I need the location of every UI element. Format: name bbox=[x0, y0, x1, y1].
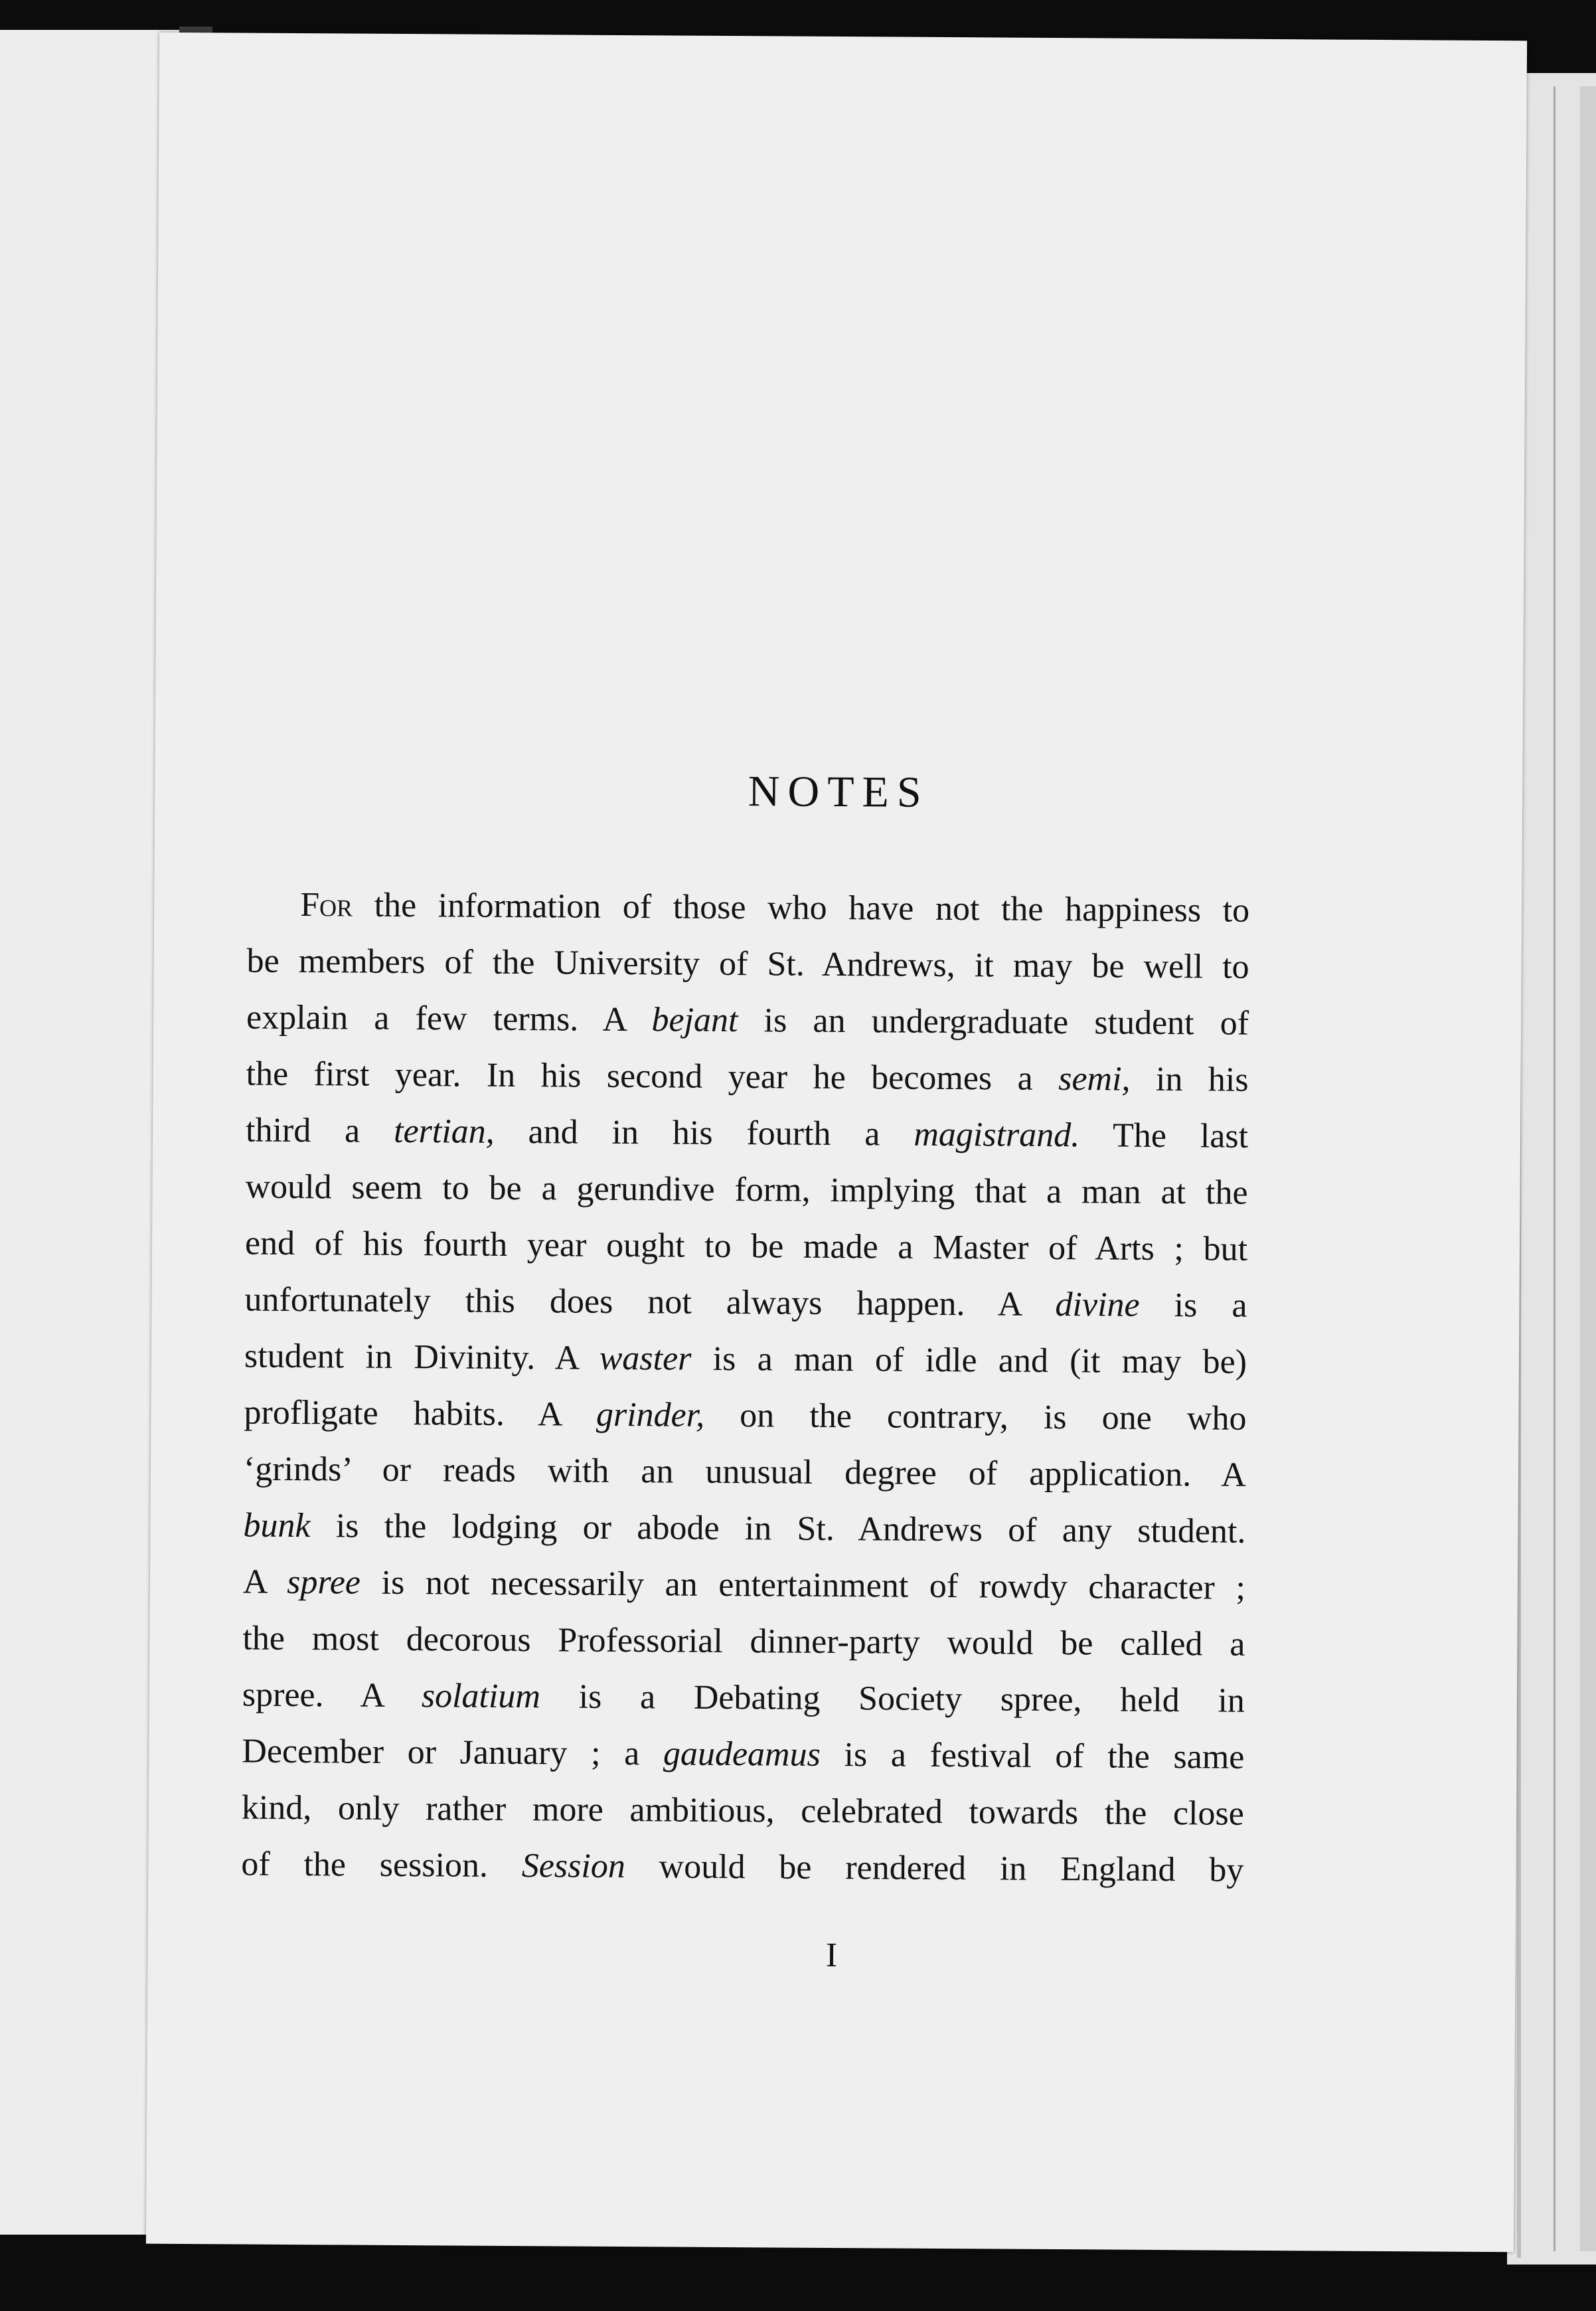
text-line bbox=[244, 1441, 1246, 1503]
body-paragraph bbox=[241, 877, 1249, 1899]
italic-term: semi, bbox=[1058, 1060, 1131, 1098]
text-run: A bbox=[242, 1563, 287, 1601]
text-run: and in his fourth a bbox=[494, 1112, 914, 1154]
page-stack-line bbox=[1554, 86, 1556, 2251]
text-line bbox=[244, 1328, 1247, 1391]
text-run: of the session. bbox=[241, 1845, 522, 1885]
text-run: profligate habits. A bbox=[244, 1393, 597, 1434]
text-line bbox=[245, 1215, 1247, 1278]
text-line bbox=[246, 1102, 1248, 1165]
italic-term: bejant bbox=[651, 1001, 738, 1040]
text-run: is a bbox=[1139, 1286, 1247, 1325]
text-line bbox=[243, 1554, 1245, 1616]
text-line bbox=[244, 1385, 1246, 1447]
text-line bbox=[242, 1780, 1244, 1842]
italic-term: waster bbox=[599, 1339, 692, 1378]
text-run: the information of those who have not the happiness to bbox=[352, 886, 1250, 930]
italic-term: Session bbox=[521, 1847, 625, 1886]
text-run: student in Divinity. A bbox=[244, 1337, 599, 1377]
italic-term: divine bbox=[1055, 1286, 1140, 1324]
small-caps-word: For bbox=[299, 886, 353, 924]
text-run: explain a few terms. A bbox=[246, 998, 652, 1039]
text-line bbox=[241, 1836, 1243, 1899]
italic-term: magistrand. bbox=[914, 1115, 1080, 1155]
page-title: NOTES bbox=[748, 767, 929, 817]
text-run: is not necessarily an entertainment of rowdy character ; bbox=[360, 1563, 1246, 1607]
text-line bbox=[242, 1610, 1245, 1673]
text-run: on the contrary, is one who bbox=[704, 1396, 1247, 1438]
text-line bbox=[247, 877, 1249, 939]
italic-term: bunk bbox=[243, 1506, 311, 1545]
italic-term: spree bbox=[287, 1563, 361, 1602]
text-line bbox=[246, 1046, 1248, 1108]
text-run: unfortunately this does not always happen. A bbox=[244, 1280, 1056, 1324]
italic-term: gaudeamus bbox=[663, 1735, 821, 1774]
text-run: is a festival of the same bbox=[820, 1735, 1245, 1776]
italic-term: tertian, bbox=[393, 1112, 495, 1151]
book-page bbox=[146, 33, 1527, 2253]
text-run: would be rendered in England by bbox=[625, 1847, 1244, 1889]
text-line bbox=[245, 1159, 1247, 1221]
italic-term: grinder, bbox=[596, 1395, 705, 1434]
text-run: is a Debating Society spree, held in bbox=[540, 1677, 1245, 1720]
text-run: end of his fourth year ought to be made a Master of Arts ; but bbox=[244, 1224, 1248, 1268]
text-run: is the lodging or abode in St. Andrews of any student. bbox=[310, 1507, 1246, 1551]
text-run: is an undergraduate student of bbox=[738, 1001, 1249, 1043]
page-number: I bbox=[825, 1936, 838, 1975]
italic-term: solatium bbox=[421, 1677, 541, 1716]
text-line bbox=[244, 1272, 1247, 1334]
text-run: The last bbox=[1079, 1116, 1249, 1156]
text-run: spree. A bbox=[242, 1675, 422, 1715]
text-run: would seem to be a gerundive form, implying that a man at the bbox=[245, 1167, 1248, 1212]
text-line bbox=[243, 1498, 1245, 1560]
text-run: ‘grinds’ or reads with an unusual degree of application. A bbox=[243, 1450, 1247, 1494]
page-stack-line bbox=[1580, 86, 1596, 2251]
text-run: December or January ; a bbox=[242, 1732, 664, 1773]
text-line bbox=[246, 933, 1249, 995]
text-run: be members of the University of St. Andrews, it may be well to bbox=[246, 942, 1249, 986]
text-run: third a bbox=[245, 1111, 394, 1150]
text-run: the most decorous Professorial dinner-party would be called a bbox=[242, 1619, 1245, 1664]
text-run: is a man of idle and (it may be) bbox=[691, 1339, 1247, 1381]
text-line bbox=[246, 989, 1249, 1052]
text-line bbox=[242, 1667, 1245, 1729]
text-run: the first year. In his second year he becomes a bbox=[246, 1055, 1059, 1098]
text-run: kind, only rather more ambitious, celebrated towards the close bbox=[241, 1788, 1245, 1833]
text-run: in his bbox=[1130, 1060, 1249, 1099]
text-line bbox=[242, 1723, 1244, 1786]
